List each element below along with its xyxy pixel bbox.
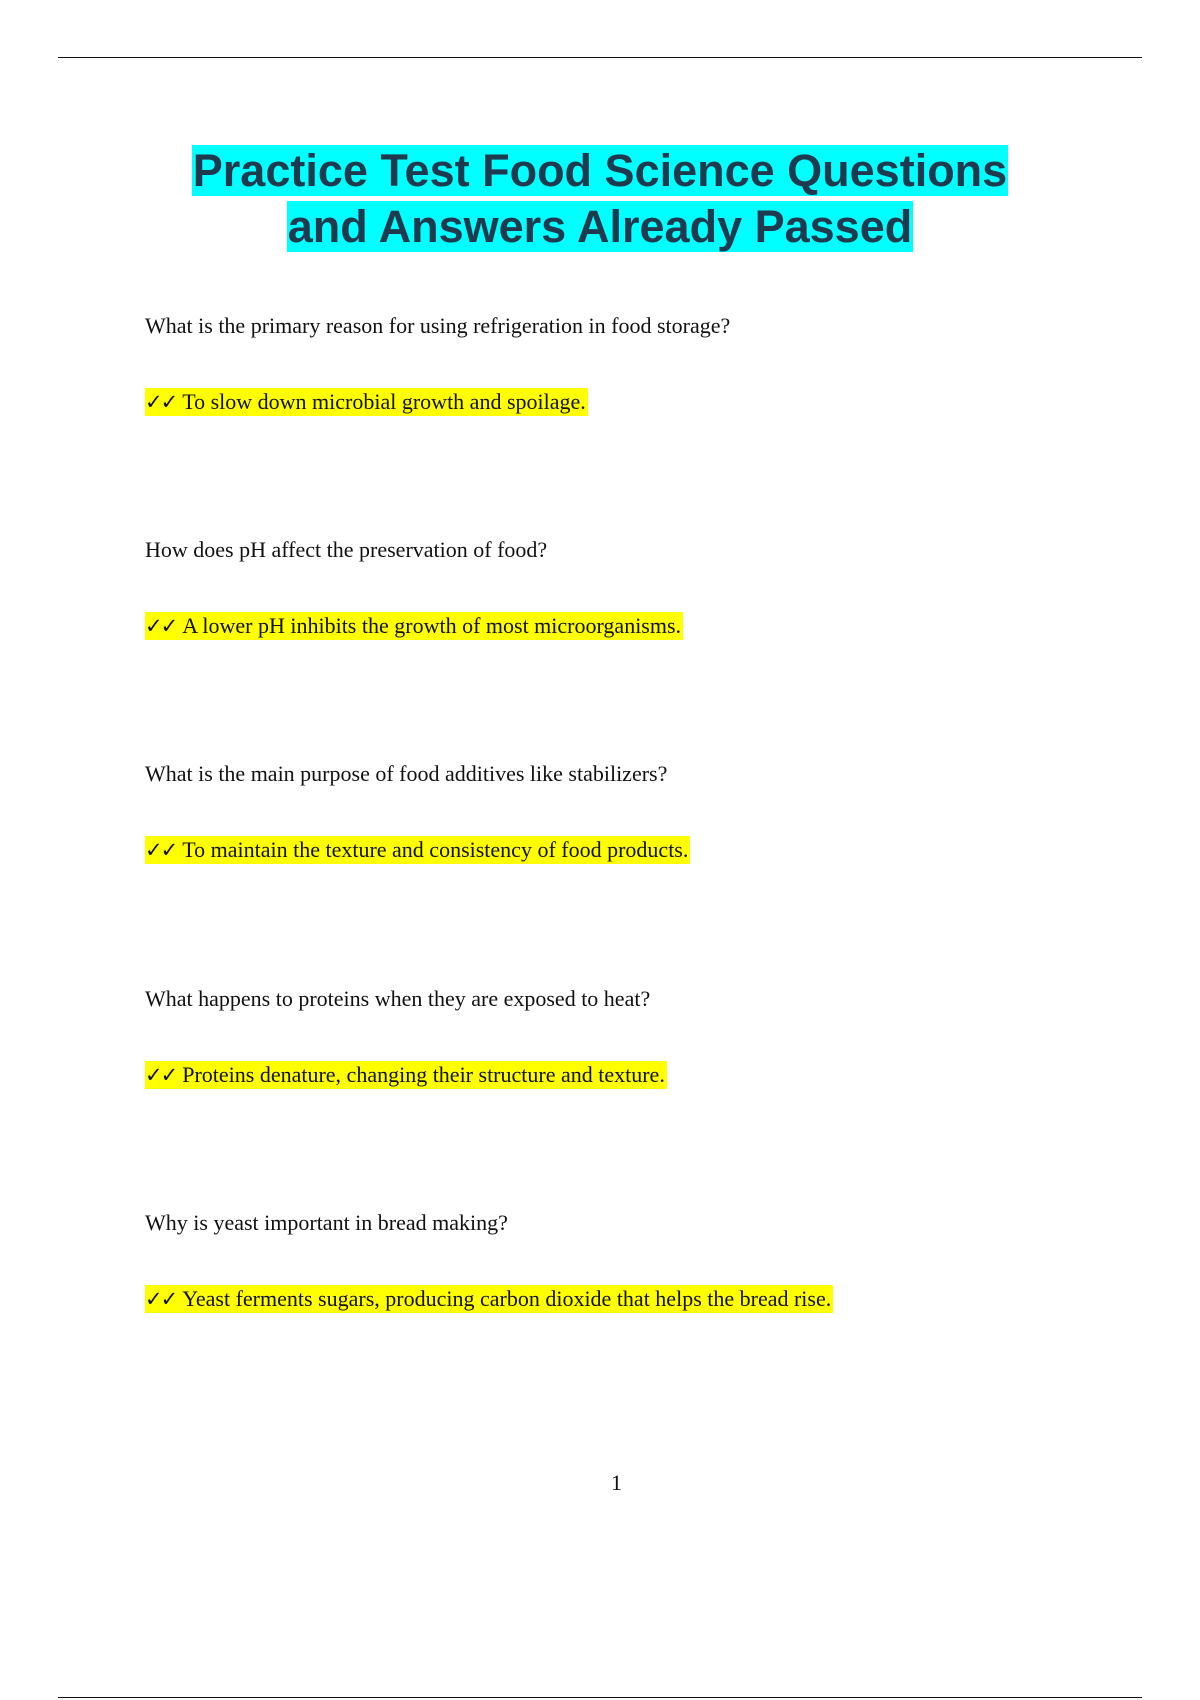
answer-label: Proteins denature, changing their structure and texture. [182,1062,665,1087]
double-check-icon: ✓✓ [145,1063,177,1087]
title-line-2: and Answers Already Passed [287,201,913,252]
double-check-icon: ✓✓ [145,390,177,414]
question-text: What happens to proteins when they are exposed to heat? [145,986,651,1011]
answer-label: To slow down microbial growth and spoilage. [182,389,586,414]
answer-text [145,612,683,640]
double-check-icon: ✓✓ [145,1287,177,1311]
answer-text [145,1061,667,1089]
answer-text [145,1285,833,1313]
double-check-icon: ✓✓ [145,838,177,862]
question-text: What is the primary reason for using refrigeration in food storage? [145,313,731,338]
top-rule [58,57,1142,58]
answer-label: A lower pH inhibits the growth of most microorganisms. [182,613,682,638]
page-number: 1 [611,1470,622,1495]
answer-text [145,836,690,864]
title-line-1: Practice Test Food Science Questions [192,145,1008,196]
question-text: What is the main purpose of food additives like stabilizers? [145,761,668,786]
question-text: How does pH affect the preservation of food? [145,537,548,562]
double-check-icon: ✓✓ [145,614,177,638]
answer-label: Yeast ferments sugars, producing carbon dioxide that helps the bread rise. [182,1286,832,1311]
bottom-rule [58,1697,1142,1698]
answer-label: To maintain the texture and consistency of food products. [182,837,689,862]
question-text: Why is yeast important in bread making? [145,1210,508,1235]
document-title [0,143,1200,255]
answer-text [145,388,588,416]
